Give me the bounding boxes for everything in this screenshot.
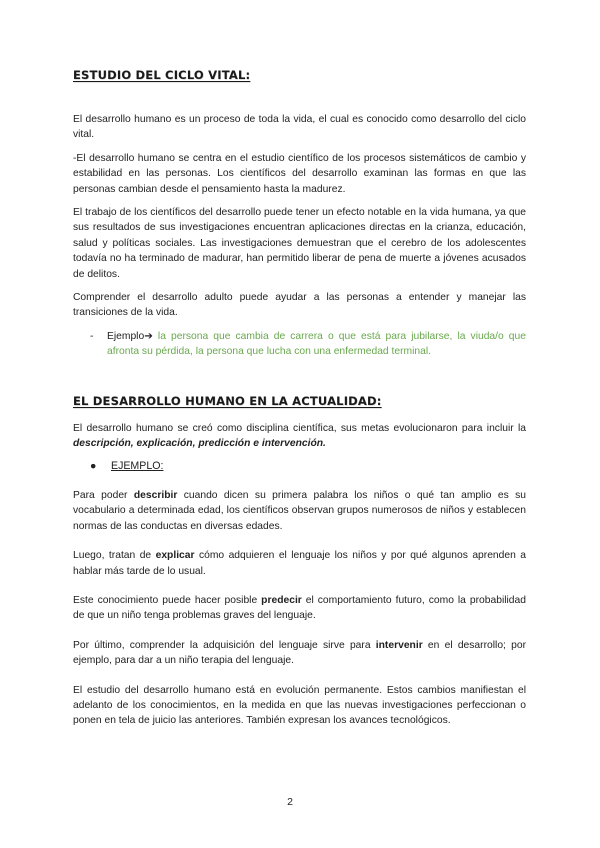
example-text: la persona que cambia de carrera o que está para jubilarse, la viuda/o que afronta su pérdida, la persona que lucha con una enfermedad terminal.: [107, 330, 526, 358]
paragraph-intro: El desarrollo humano es un proceso de toda la vida, el cual es conocido como desarrollo del ciclo vital.: [73, 114, 526, 141]
page-content: [73, 68, 526, 729]
predict-text-b: el comportamiento futuro, como la probabilidad de que un niño tenga problemas graves del lenguaje.: [73, 594, 526, 622]
paragraph-research: El trabajo de los científicos del desarrollo puede tener un efecto notable en la vida humana, ya que sus resultados de sus investigaciones encuentran aplicaciones directas en la crianza, educación, salud y políticas sociales. Las investigaciones demuestran que el cerebro de los adolescentes todavía no ha terminado de madurar, han permitido liberar de pena de muerte a jóvenes acusados de delitos.: [73, 207, 526, 280]
example-list-item: [73, 329, 526, 360]
paragraph-closing: El estudio del desarrollo humano está en evolución permanente. Estos cambios manifiestan el adelanto de los conocimientos, en la medida en que las nuevas investigaciones perfeccionan o ponen en tela de juicio las anteriores. También expresan los avances tecnológicos.: [73, 684, 526, 727]
describe-text-b: cuando dicen su primera palabra los niños o qué tan amplio es su vocabulario a determinada edad, los científicos observan grupos numerosos de niños y establecen normas de las conductas en diversas edades.: [73, 489, 526, 532]
paragraph-goals: [73, 421, 526, 452]
section-heading-ciclo-vital: ESTUDIO DEL CICLO VITAL:: [73, 68, 251, 82]
explain-text-b: cómo adquieren el lenguaje los niños y por qué algunos aprenden a hablar más tarde de lo usual.: [73, 550, 526, 577]
section-heading-actualidad: EL DESARROLLO HUMANO EN LA ACTUALIDAD:: [73, 393, 382, 408]
explain-keyword: explicar: [155, 550, 195, 562]
paragraph-explain: [73, 548, 526, 579]
paragraph-definition: -El desarrollo humano se centra en el estudio científico de los procesos sistemáticos de cambio y estabilidad en las personas. Los científicos del desarrollo examinan las formas en que las personas cambian desde el pensamiento hasta la madurez.: [73, 152, 526, 195]
paragraph-intervene: [73, 638, 526, 669]
goals-emphasis: descripción, explicación, predicción e intervención.: [73, 438, 326, 450]
predict-text-a: Este conocimiento puede hacer posible: [73, 594, 262, 606]
example-heading-item: [73, 459, 526, 474]
describe-keyword: describir: [133, 489, 178, 501]
intervene-keyword: intervenir: [375, 639, 423, 651]
intervene-text-b: en el desarrollo; por ejemplo, para dar a un niño terapia del lenguaje.: [73, 639, 526, 667]
example-label: Ejemplo: [107, 330, 145, 342]
example-heading: EJEMPLO:: [111, 459, 164, 472]
paragraph-adult: Comprender el desarrollo adulto puede ayudar a las personas a entender y manejar las transiciones de la vida.: [73, 292, 526, 319]
list-dash: -: [90, 330, 94, 342]
predict-keyword: predecir: [261, 594, 302, 606]
paragraph-predict: [73, 593, 526, 624]
bullet-icon: ●: [90, 459, 97, 472]
explain-text-a: Luego, tratan de: [73, 550, 156, 562]
intervene-text-a: Por último, comprender la adquisición del lenguaje sirve para: [73, 639, 376, 651]
page-number: 2: [287, 796, 293, 808]
arrow-icon: ➔: [144, 330, 153, 342]
describe-text-a: Para poder: [73, 489, 134, 501]
goals-text: El desarrollo humano se creó como disciplina científica, sus metas evolucionaron para incluir la: [73, 422, 526, 434]
paragraph-describe: [73, 488, 526, 534]
